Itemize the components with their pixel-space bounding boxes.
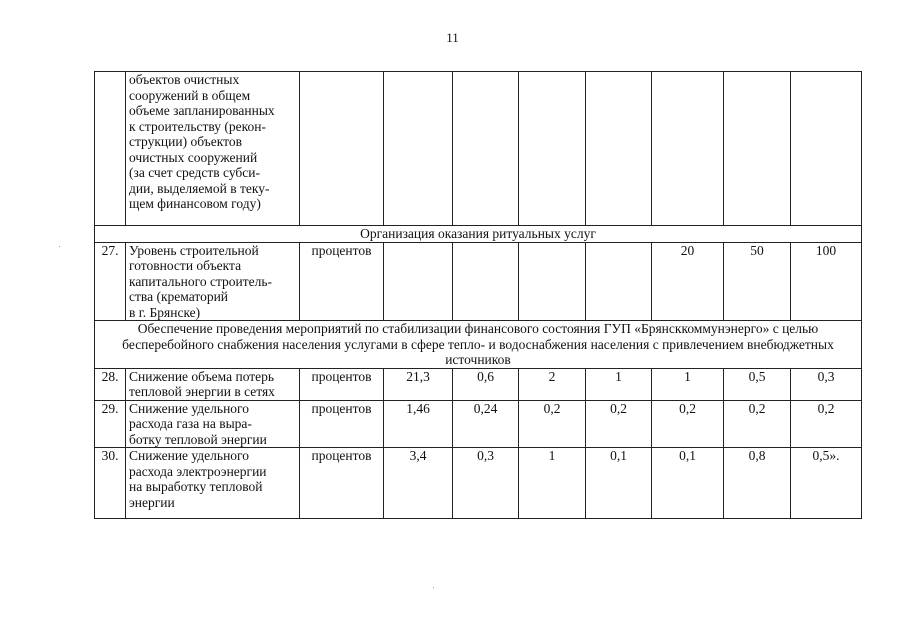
value-cell: 0,2: [791, 400, 862, 448]
value-cell: [384, 242, 453, 321]
table-row: [95, 368, 862, 400]
value-cell: 0,5: [724, 368, 791, 400]
section-heading: Обеспечение проведения мероприятий по стабилизации финансового состояния ГУП «Брянсккоммунэнерго» с целью бесперебойного снабжения населения услугами в сфере тепло- и водоснабжения населения с привлечением внебюджетных источников: [95, 321, 862, 369]
value-cell: 0,2: [586, 400, 652, 448]
section-row: [95, 226, 862, 243]
value-cell: 2: [519, 368, 586, 400]
value-cell: 0,2: [519, 400, 586, 448]
value-cell: 0,24: [453, 400, 519, 448]
value-cell: 0,5».: [791, 448, 862, 519]
unit-cell: процентов: [300, 242, 384, 321]
indicator-name-cell: Уровень строительной готовности объекта капитального строитель- ства (крематорий в г. Брянске): [126, 242, 300, 321]
value-cell: [453, 72, 519, 226]
row-number-cell: [95, 72, 126, 226]
table-row: [95, 448, 862, 519]
value-cell: 100: [791, 242, 862, 321]
value-cell: 21,3: [384, 368, 453, 400]
value-cell: 1: [519, 448, 586, 519]
page-number: 11: [446, 30, 459, 45]
value-cell: 0,2: [652, 400, 724, 448]
value-cell: 20: [652, 242, 724, 321]
unit-cell: процентов: [300, 368, 384, 400]
value-cell: 3,4: [384, 448, 453, 519]
row-number-cell: 28.: [95, 368, 126, 400]
scan-speck: [433, 587, 434, 588]
indicator-name-cell: объектов очистных сооружений в общем объеме запланированных к строительству (рекон- струкции) объектов очистных сооружений (за счет средств субси- дии, выделяемой в теку- щем финансовом году): [126, 72, 300, 226]
value-cell: 0,1: [586, 448, 652, 519]
section-row: [95, 321, 862, 369]
table-row: [95, 242, 862, 321]
table-row: [95, 400, 862, 448]
value-cell: [586, 72, 652, 226]
row-number-cell: 29.: [95, 400, 126, 448]
indicator-name-cell: Снижение объема потерь тепловой энергии в сетях: [126, 368, 300, 400]
value-cell: 0,3: [453, 448, 519, 519]
row-number-cell: 30.: [95, 448, 126, 519]
value-cell: 1: [652, 368, 724, 400]
scan-speck: [59, 246, 60, 247]
value-cell: 0,8: [724, 448, 791, 519]
table-row-continuation: [95, 72, 862, 226]
unit-cell: процентов: [300, 400, 384, 448]
value-cell: 50: [724, 242, 791, 321]
value-cell: [586, 242, 652, 321]
value-cell: 1: [586, 368, 652, 400]
value-cell: [519, 72, 586, 226]
value-cell: 0,2: [724, 400, 791, 448]
value-cell: 1,46: [384, 400, 453, 448]
indicators-table: [94, 71, 862, 519]
value-cell: 0,6: [453, 368, 519, 400]
section-heading: Организация оказания ритуальных услуг: [95, 226, 862, 243]
value-cell: [652, 72, 724, 226]
value-cell: [724, 72, 791, 226]
value-cell: [453, 242, 519, 321]
value-cell: 0,1: [652, 448, 724, 519]
value-cell: [384, 72, 453, 226]
value-cell: 0,3: [791, 368, 862, 400]
row-number-cell: 27.: [95, 242, 126, 321]
value-cell: [519, 242, 586, 321]
unit-cell: [300, 72, 384, 226]
indicator-name-cell: Снижение удельного расхода электроэнергии на выработку тепловой энергии: [126, 448, 300, 519]
indicator-name-cell: Снижение удельного расхода газа на выра- ботку тепловой энергии: [126, 400, 300, 448]
value-cell: [791, 72, 862, 226]
unit-cell: процентов: [300, 448, 384, 519]
